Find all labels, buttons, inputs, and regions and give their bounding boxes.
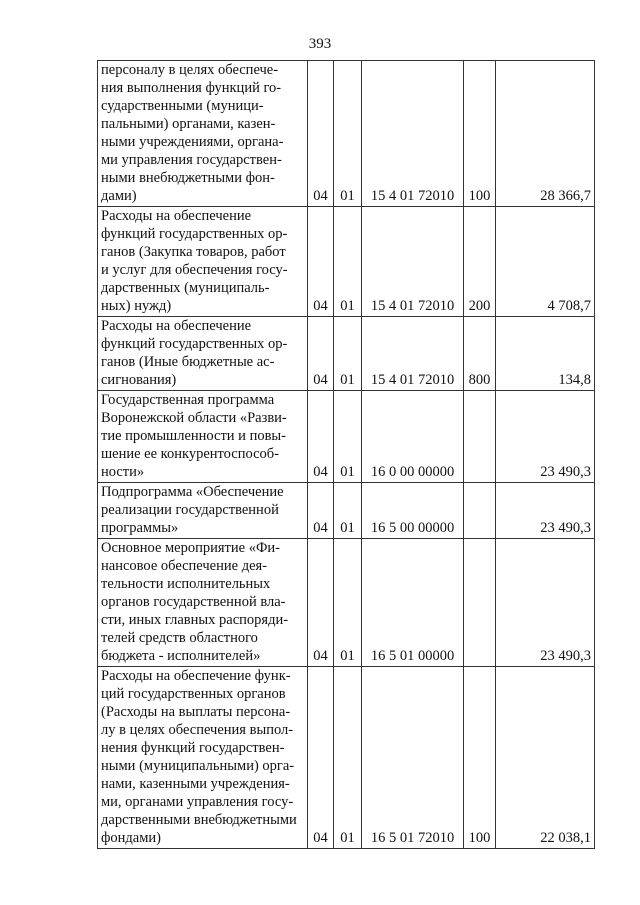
section-code-cell: 04: [308, 667, 334, 849]
expense-type-cell: 100: [464, 667, 496, 849]
table-row: [98, 667, 595, 849]
expense-name-cell: Расходы на обеспечение функций государственных ор- ганов (Иные бюджетные ас- сигнования): [98, 317, 308, 391]
section-code-cell: 04: [308, 539, 334, 667]
amount-cell: 23 490,3: [496, 483, 595, 539]
section-code-cell: 04: [308, 483, 334, 539]
subsection-code-cell: 01: [334, 539, 362, 667]
subsection-code-cell: 01: [334, 61, 362, 207]
subsection-code-cell: 01: [334, 483, 362, 539]
expense-type-cell: 100: [464, 61, 496, 207]
target-article-cell: 16 5 00 00000: [362, 483, 464, 539]
amount-cell: 4 708,7: [496, 207, 595, 317]
section-code-cell: 04: [308, 391, 334, 483]
expense-type-cell: [464, 539, 496, 667]
target-article-cell: 16 0 00 00000: [362, 391, 464, 483]
subsection-code-cell: 01: [334, 207, 362, 317]
table-row: [98, 391, 595, 483]
budget-table: [97, 60, 595, 849]
table-row: [98, 61, 595, 207]
expense-type-cell: 800: [464, 317, 496, 391]
amount-cell: 28 366,7: [496, 61, 595, 207]
amount-cell: 23 490,3: [496, 539, 595, 667]
target-article-cell: 16 5 01 00000: [362, 539, 464, 667]
section-code-cell: 04: [308, 61, 334, 207]
table-row: [98, 317, 595, 391]
amount-cell: 134,8: [496, 317, 595, 391]
table-row: [98, 539, 595, 667]
target-article-cell: 16 5 01 72010: [362, 667, 464, 849]
target-article-cell: 15 4 01 72010: [362, 317, 464, 391]
table-row: [98, 207, 595, 317]
expense-name-cell: Расходы на обеспечение функ- ций государственных органов (Расходы на выплаты персона- лу в целях обеспечения выпол- нения функций государствен- ными (муниципальными) орга- нами, казенными учреждения- ми, органами управления госу- дарственными внебюджетными фондами): [98, 667, 308, 849]
expense-name-cell: персоналу в целях обеспече- ния выполнения функций го- сударственными (муници- пальными) органами, казен- ными учреждениями, органа- ми управления государствен- ными внебюджетными фон- дами): [98, 61, 308, 207]
amount-cell: 23 490,3: [496, 391, 595, 483]
subsection-code-cell: 01: [334, 391, 362, 483]
subsection-code-cell: 01: [334, 317, 362, 391]
expense-name-cell: Государственная программа Воронежской области «Разви- тие промышленности и повы- шение ее конкурентоспособ- ности»: [98, 391, 308, 483]
section-code-cell: 04: [308, 207, 334, 317]
expense-type-cell: [464, 483, 496, 539]
expense-type-cell: [464, 391, 496, 483]
target-article-cell: 15 4 01 72010: [362, 61, 464, 207]
expense-name-cell: Подпрограмма «Обеспечение реализации государственной программы»: [98, 483, 308, 539]
expense-type-cell: 200: [464, 207, 496, 317]
expense-name-cell: Расходы на обеспечение функций государственных ор- ганов (Закупка товаров, работ и услуг для обеспечения госу- дарственных (муниципаль- ных) нужд): [98, 207, 308, 317]
target-article-cell: 15 4 01 72010: [362, 207, 464, 317]
amount-cell: 22 038,1: [496, 667, 595, 849]
expense-name-cell: Основное мероприятие «Фи- нансовое обеспечение дея- тельности исполнительных органов государственной вла- сти, иных главных распоряди- телей средств областного бюджета - исполнителей»: [98, 539, 308, 667]
section-code-cell: 04: [308, 317, 334, 391]
subsection-code-cell: 01: [334, 667, 362, 849]
table-row: [98, 483, 595, 539]
page-number: 393: [308, 36, 332, 52]
